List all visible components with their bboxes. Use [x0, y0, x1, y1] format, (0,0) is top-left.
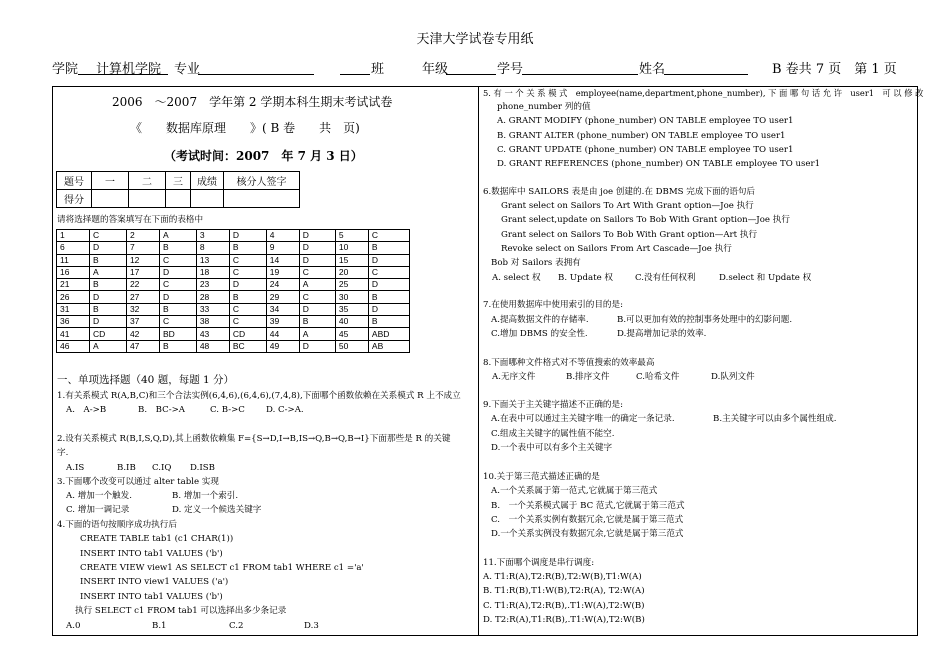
answer-choice[interactable]: C [90, 230, 127, 242]
college-label: 学院 [52, 62, 79, 77]
answer-choice[interactable]: C [229, 303, 266, 315]
q2-option-d: D.ISB [190, 463, 215, 473]
paper-title: 天津大学试卷专用纸 [416, 32, 534, 47]
q6-statement: Revoke select on Sailors From Art Cascade—Joe 执行 [501, 244, 732, 254]
answer-choice[interactable]: A [159, 230, 196, 242]
question-6: 6.数据库中 SAILORS 表是由 joe 创建的.在 DBMS 完成下面的语句后 [483, 187, 756, 197]
answer-question-number: 17 [126, 266, 159, 278]
score-cell: 成绩 [191, 172, 224, 190]
answer-choice[interactable]: C [159, 254, 196, 266]
answer-choice[interactable]: B [229, 291, 266, 303]
answer-choice[interactable]: C [229, 316, 266, 328]
answer-choice[interactable]: B [368, 242, 409, 254]
answer-row [57, 279, 410, 291]
score-cell: 题号 [57, 172, 92, 190]
q1-option-b: B. BC->A [138, 405, 186, 415]
answer-table [56, 229, 410, 353]
answer-question-number: 5 [335, 230, 368, 242]
answer-choice[interactable]: D [229, 230, 266, 242]
score-cell: 三 [166, 172, 191, 190]
answer-choice[interactable]: C [368, 266, 409, 278]
answer-question-number: 43 [196, 328, 229, 340]
answer-question-number: 21 [57, 279, 90, 291]
answer-question-number: 33 [196, 303, 229, 315]
q6-option-c: C.没有任何权利 [635, 273, 696, 283]
q1-option-d: D. C->A. [266, 405, 304, 415]
answer-choice[interactable]: B [159, 303, 196, 315]
major-label: 专业 [174, 62, 201, 77]
answer-question-number: 8 [196, 242, 229, 254]
answer-choice[interactable]: CD [229, 328, 266, 340]
q2-option-c: C.IQ [152, 463, 172, 473]
score-cell: 二 [129, 172, 166, 190]
q5-option-d: D. GRANT REFERENCES (phone_number) ON TABLE employee TO user1 [497, 159, 821, 169]
answer-row [57, 316, 410, 328]
q6-question-tail: Bob 对 Sailors 表拥有 [491, 258, 581, 268]
q10-option-b: B. 一个关系模式属于 BC 范式,它就属于第三范式 [491, 501, 685, 511]
answer-choice[interactable]: CD [90, 328, 127, 340]
answer-question-number: 29 [266, 291, 299, 303]
grade-blank[interactable] [446, 58, 496, 75]
answer-question-number: 19 [266, 266, 299, 278]
q7-option-b: B.可以更加有效的控制事务处理中的幻影问题. [617, 315, 793, 325]
column-divider [478, 86, 479, 635]
answer-choice[interactable]: C [368, 230, 409, 242]
q6-statement: Grant select,update on Sailors To Bob With Grant option—Joe 执行 [501, 215, 790, 225]
answer-question-number: 49 [266, 340, 299, 352]
score-input-cell[interactable] [224, 190, 300, 208]
answer-question-number: 23 [196, 279, 229, 291]
q6-option-d: D.select 和 Update 权 [719, 273, 812, 283]
answer-question-number: 12 [126, 254, 159, 266]
answer-question-number: 24 [266, 279, 299, 291]
question-11: 11.下面哪个调度是串行调度: [483, 558, 595, 568]
section-title: 一、单项选择题（40 题，每题 1 分） [57, 374, 235, 386]
answer-choice[interactable]: D [368, 254, 409, 266]
answer-question-number: 7 [126, 242, 159, 254]
answer-choice[interactable]: B [90, 279, 127, 291]
score-value-row [57, 190, 300, 208]
score-cell: 得分 [57, 190, 92, 208]
answer-choice[interactable]: A [299, 279, 335, 291]
page-info: B 卷共 7 页 第 1 页 [772, 62, 897, 77]
q3-option-a: A. 增加一个触发. [66, 491, 132, 501]
answer-row [57, 266, 410, 278]
q4-code-line: CREATE VIEW view1 AS SELECT c1 FROM tab1 WHERE c1 ='a' [80, 563, 364, 573]
college-underline [78, 58, 168, 75]
q8-option-b: B.排序文件 [566, 372, 610, 382]
q10-option-d: D.一个关系实例没有数据冗余,它就是属于第三范式 [491, 529, 684, 539]
answer-question-number: 30 [335, 291, 368, 303]
answer-choice[interactable]: D [159, 291, 196, 303]
name-label: 姓名 [639, 62, 666, 77]
answer-question-number: 15 [335, 254, 368, 266]
question-10: 10.关于第三范式描述正确的是 [483, 472, 600, 482]
q4-code-line: INSERT INTO tab1 VALUES ('b') [80, 549, 223, 559]
q11-option-d: D. T2:R(A),T1:R(B),.T1:W(A),T2:W(B) [483, 615, 645, 625]
answer-choice[interactable]: BD [159, 328, 196, 340]
answer-question-number: 47 [126, 340, 159, 352]
q7-option-d: D.提高增加记录的效率. [617, 329, 707, 339]
q4-question-tail: 执行 SELECT c1 FROM tab1 可以选择出多少条记录 [75, 606, 287, 616]
answer-question-number: 34 [266, 303, 299, 315]
q8-option-a: A.无序文件 [492, 372, 536, 382]
answer-choice[interactable]: D [90, 291, 127, 303]
answer-choice[interactable]: D [299, 303, 335, 315]
exam-time: （考试时间：2007 年 7 月 3 日） [164, 149, 363, 163]
answer-question-number: 44 [266, 328, 299, 340]
score-header-row [57, 172, 300, 190]
answer-choice[interactable]: D [299, 254, 335, 266]
question-2: 2.设有关系模式 R(B,I,S,Q,D),其上函数依赖集 F={S→D,I→B,IS→Q,B→Q,B→I}下面那些是 R 的关键 [57, 434, 451, 444]
q6-option-b: B. Update 权 [558, 273, 614, 283]
answer-question-number: 9 [266, 242, 299, 254]
q1-option-a: A. A->B [66, 405, 107, 415]
answer-question-number: 28 [196, 291, 229, 303]
answer-question-number: 31 [57, 303, 90, 315]
answer-question-number: 14 [266, 254, 299, 266]
q9-option-c: C.组成主关键字的属性值不能空. [491, 429, 615, 439]
answer-choice[interactable]: D [299, 340, 335, 352]
answer-question-number: 46 [57, 340, 90, 352]
answer-question-number: 37 [126, 316, 159, 328]
question-2-cont: 字. [57, 448, 69, 458]
question-5-cont: phone_number 列的值 [497, 102, 591, 112]
answer-choice[interactable]: B [299, 316, 335, 328]
q8-option-d: D.队列文件 [711, 372, 755, 382]
q4-code-line: CREATE TABLE tab1 (c1 CHAR(1)) [80, 534, 234, 544]
answer-choice[interactable]: A [90, 266, 127, 278]
answer-question-number: 10 [335, 242, 368, 254]
answer-question-number: 26 [57, 291, 90, 303]
q5-option-a: A. GRANT MODIFY (phone_number) ON TABLE employee TO user1 [497, 116, 794, 126]
answer-question-number: 35 [335, 303, 368, 315]
answer-choice[interactable]: A [299, 328, 335, 340]
score-input-cell[interactable] [191, 190, 224, 208]
q4-option-c: C.2 [229, 621, 244, 631]
q6-option-a: A. select 权 [492, 273, 541, 283]
answer-question-number: 25 [335, 279, 368, 291]
major-blank[interactable] [198, 58, 314, 75]
answer-row [57, 230, 410, 242]
answer-choice[interactable]: C [229, 266, 266, 278]
q5-option-b: B. GRANT ALTER (phone_number) ON TABLE employee TO user1 [497, 131, 786, 141]
answer-choice[interactable]: B [368, 291, 409, 303]
answer-question-number: 38 [196, 316, 229, 328]
answer-question-number: 1 [57, 230, 90, 242]
answer-choice[interactable]: B [159, 242, 196, 254]
answer-choice[interactable]: D [299, 242, 335, 254]
answer-choice[interactable]: D [299, 230, 335, 242]
answer-choice[interactable]: D [90, 242, 127, 254]
score-input-cell[interactable] [92, 190, 129, 208]
name-blank[interactable] [664, 58, 748, 75]
header-row [0, 58, 950, 78]
question-7: 7.在使用数据库中使用索引的目的是: [483, 300, 624, 310]
question-1: 1.有关系模式 R(A,B,C)和三个合法实例(6,4,6),(6,4,6),(7,4,8),下面哪个函数依赖在关系模式 R 上不成立 [57, 391, 461, 401]
q2-option-a: A.IS [66, 463, 85, 473]
q9-option-d: D.一个表中可以有多个主关键字 [491, 443, 613, 453]
answer-question-number: 20 [335, 266, 368, 278]
q11-option-b: B. T1:R(B),T1:W(B),T2:R(A), T2:W(A) [483, 586, 645, 596]
answer-question-number: 6 [57, 242, 90, 254]
answer-choice[interactable]: C [159, 279, 196, 291]
answer-choice[interactable]: D [368, 303, 409, 315]
answer-question-number: 13 [196, 254, 229, 266]
q7-option-a: A.提高数据文件的存储率. [491, 315, 589, 325]
exam-title: 2006 ～2007 学年第 2 学期本科生期末考试试卷 [112, 95, 393, 109]
answer-choice[interactable]: ABD [368, 328, 409, 340]
answer-question-number: 4 [266, 230, 299, 242]
answer-choice[interactable]: BC [229, 340, 266, 352]
student-no-blank[interactable] [522, 58, 638, 75]
q4-code-line: INSERT INTO tab1 VALUES ('b') [80, 592, 223, 602]
answer-row [57, 340, 410, 352]
score-cell: 核分人签字 [224, 172, 300, 190]
answer-question-number: 3 [196, 230, 229, 242]
q2-option-b: B.IB [117, 463, 136, 473]
answer-choice[interactable]: C [299, 291, 335, 303]
answer-choice[interactable]: C [159, 316, 196, 328]
answer-question-number: 11 [57, 254, 90, 266]
q3-option-c: C. 增加一调记录 [66, 505, 130, 515]
answer-question-number: 50 [335, 340, 368, 352]
q9-option-b: B.主关键字可以由多个属性组成. [713, 414, 837, 424]
question-4: 4.下面的语句按顺序成功执行后 [57, 520, 177, 530]
answer-question-number: 39 [266, 316, 299, 328]
score-cell: 一 [92, 172, 129, 190]
answer-choice[interactable]: C [229, 254, 266, 266]
q4-option-d: D.3 [304, 621, 319, 631]
question-8: 8.下面哪种文件格式对不等值搜索的效率最高 [483, 358, 655, 368]
grade-label: 年级 [422, 62, 449, 77]
student-no-label: 学号 [497, 62, 524, 77]
answer-row [57, 242, 410, 254]
answer-hint: 请将选择题的答案填写在下面的表格中 [57, 215, 204, 225]
q10-option-c: C. 一个关系实例有数据冗余,它就是属于第三范式 [491, 515, 684, 525]
answer-question-number: 16 [57, 266, 90, 278]
score-input-cell[interactable] [129, 190, 166, 208]
answer-question-number: 42 [126, 328, 159, 340]
class-label: 班 [371, 62, 385, 77]
class-blank[interactable] [340, 58, 370, 75]
answer-choice[interactable]: A [90, 340, 127, 352]
q7-option-c: C.增加 DBMS 的安全性. [491, 329, 588, 339]
answer-row [57, 254, 410, 266]
q1-option-c: C. B->C [210, 405, 245, 415]
answer-question-number: 18 [196, 266, 229, 278]
answer-question-number: 41 [57, 328, 90, 340]
q11-option-a: A. T1:R(A),T2:R(B),T2:W(B),T1:W(A) [483, 572, 642, 582]
answer-row [57, 303, 410, 315]
answer-question-number: 27 [126, 291, 159, 303]
answer-choice[interactable]: D [229, 279, 266, 291]
q4-option-b: B.1 [152, 621, 167, 631]
q5-option-c: C. GRANT UPDATE (phone_number) ON TABLE employee TO user1 [497, 145, 794, 155]
q9-option-a: A.在表中可以通过主关键字唯一的确定一条记录. [491, 414, 675, 424]
q3-option-d: D. 定义一个候选关键字 [172, 505, 262, 515]
score-input-cell[interactable] [166, 190, 191, 208]
answer-question-number: 45 [335, 328, 368, 340]
answer-choice[interactable]: B [159, 340, 196, 352]
q4-code-line: INSERT INTO view1 VALUES ('a') [80, 577, 229, 587]
question-9: 9.下面关于主关键字描述不正确的是: [483, 400, 624, 410]
q11-option-c: C. T1:R(A),T2:R(B),.T1:W(A),T2:W(B) [483, 601, 645, 611]
answer-choice[interactable]: AB [368, 340, 409, 352]
q3-option-b: B. 增加一个索引. [172, 491, 239, 501]
answer-question-number: 48 [196, 340, 229, 352]
answer-question-number: 32 [126, 303, 159, 315]
answer-row [57, 291, 410, 303]
answer-choice[interactable]: B [90, 303, 127, 315]
question-5: 5. 有 一 个 关 系 模 式 employee(name,department,phone_number), 下 面 哪 句 话 允 许 user1 可 以 修 改 [483, 88, 924, 98]
question-3: 3.下面哪个改变可以通过 alter table 实现 [57, 477, 219, 487]
course-title: 《 数据库原理 》( B 卷 共 页) [130, 121, 360, 135]
answer-choice[interactable]: B [368, 316, 409, 328]
college-value: 计算机学院 [96, 62, 162, 77]
answer-question-number: 2 [126, 230, 159, 242]
answer-choice[interactable]: D [368, 279, 409, 291]
answer-choice[interactable]: B [229, 242, 266, 254]
answer-question-number: 40 [335, 316, 368, 328]
answer-choice[interactable]: D [159, 266, 196, 278]
answer-question-number: 22 [126, 279, 159, 291]
answer-question-number: 36 [57, 316, 90, 328]
answer-choice[interactable]: D [90, 316, 127, 328]
q8-option-c: C.哈希文件 [636, 372, 680, 382]
answer-choice[interactable]: B [90, 254, 127, 266]
q4-option-a: A.0 [66, 621, 81, 631]
score-table [56, 171, 300, 208]
q10-option-a: A.一个关系属于第一范式,它就属于第三范式 [491, 486, 658, 496]
q6-statement: Grant select on Sailors To Bob With Grant option—Art 执行 [501, 230, 758, 240]
q6-statement: Grant select on Sailors To Art With Grant option—Joe 执行 [501, 201, 754, 211]
answer-choice[interactable]: C [299, 266, 335, 278]
answer-row [57, 328, 410, 340]
